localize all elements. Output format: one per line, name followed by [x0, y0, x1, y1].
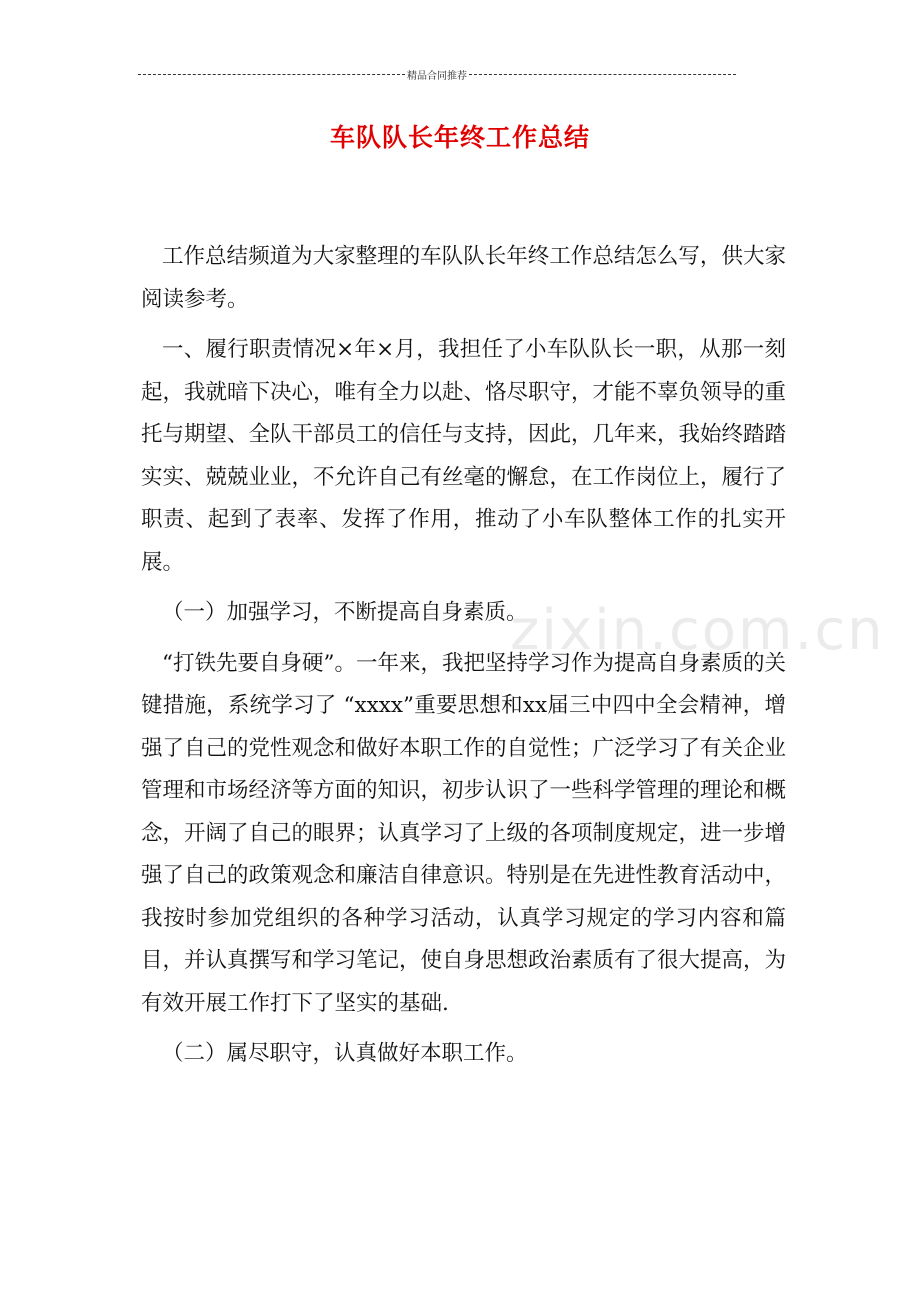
header-label: 精品合同推荐	[407, 70, 467, 82]
paragraph-study: “打铁先要自身硬”。一年来，我把坚持学习作为提高自身素质的关键措施，系统学习了 “xxxx”重要思想和xx届三中四中全会精神，增强了自己的党性观念和做好本职工作的自觉性；广泛学习了有关企业管理和市场经济等方面的知识，初步认识了一些科学管理的理论和概念，开阔了自己的眼界；认真学习了上级的各项制度规定，进一步增强了自己的政策观念和廉洁自律意识。特别是在先进性教育活动中，我按时参加党组织的各种学习活动，认真学习规定的学习内容和篇目，并认真撰写和学习笔记，使自身思想政治素质有了很大提高，为有效开展工作打下了坚实的基础.	[141, 650, 787, 1016]
watermark: zixin.com.cn	[510, 598, 885, 663]
paragraph-intro: 工作总结频道为大家整理的车队队长年终工作总结怎么写，供大家阅读参考。	[141, 244, 786, 312]
header-dash-left	[138, 74, 405, 75]
document-title: 车队队长年终工作总结	[329, 123, 590, 152]
paragraph-subheading-2: （二）属尽职守，认真做好本职工作。	[162, 1041, 528, 1066]
header-dash-right	[469, 74, 736, 75]
paragraph-section-1: 一、履行职责情况×年×月，我担任了小车队队长一职，从那一刻起，我就暗下决心，唯有全力以赴、恪尽职守，才能不辜负领导的重托与期望、全队干部员工的信任与支持，因此，几年来，我始终踏踏实实、兢兢业业，不允许自己有丝毫的懈怠，在工作岗位上，履行了职责、起到了表率、发挥了作用，推动了小车队整体工作的扎实开展。	[141, 337, 787, 575]
header-rule	[138, 66, 736, 82]
document-body	[141, 236, 786, 1084]
paragraph-subheading-1: （一）加强学习，不断提高自身素质。	[162, 600, 528, 625]
